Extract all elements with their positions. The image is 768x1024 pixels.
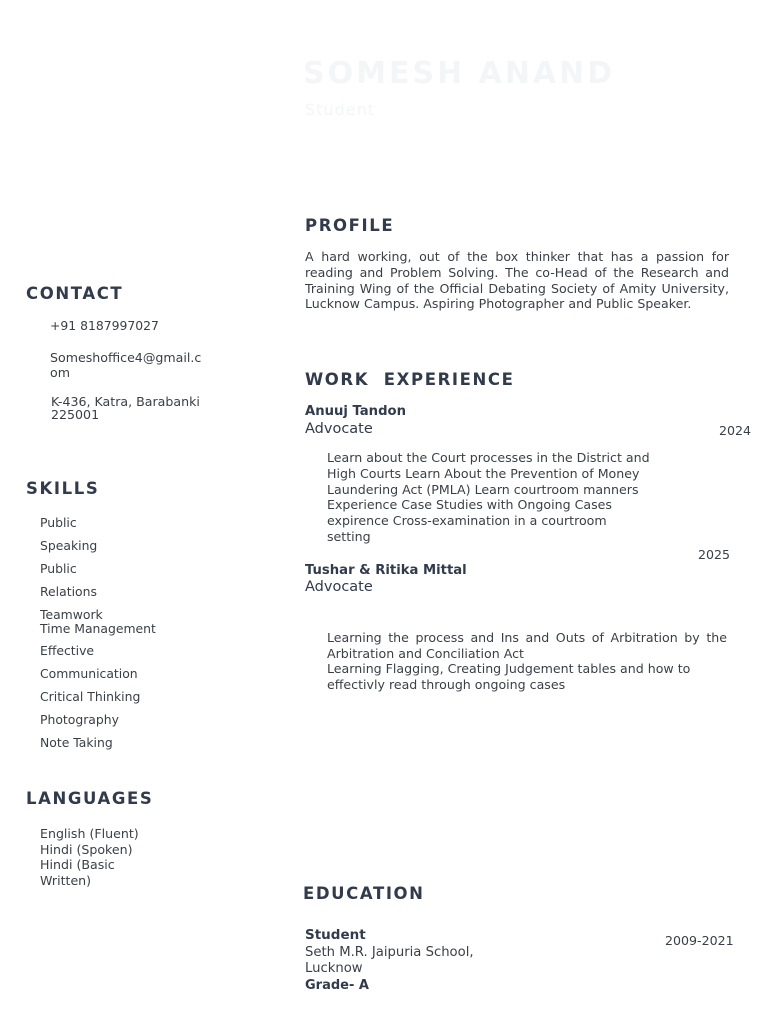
- skill-item: Public: [40, 561, 77, 576]
- job-description-para: Learning the process and Ins and Outs of Arbitration by the Arbitration and Conciliation Act: [327, 630, 727, 661]
- contact-heading: CONTACT: [26, 284, 124, 303]
- contact-email-line: Someshoffice4@gmail.c: [50, 350, 202, 365]
- job-description-line: Learn about the Court processes in the District and: [327, 450, 650, 465]
- contact-address-line: 225001: [51, 406, 100, 422]
- education-heading: EDUCATION: [303, 884, 425, 903]
- skill-item: Public: [40, 515, 77, 530]
- languages-list: [40, 826, 139, 888]
- education-school: [305, 945, 474, 976]
- job-description-line: effectivly read through ongoing cases: [327, 676, 566, 692]
- candidate-name: SOMESH ANAND: [303, 56, 616, 91]
- job-employer: Tushar & Ritika Mittal: [305, 563, 467, 578]
- education-degree: Student: [305, 927, 366, 943]
- contact-email-line: om: [50, 365, 70, 380]
- skill-item: Critical Thinking: [40, 689, 141, 704]
- job-description-line: expirence Cross-examination in a courtroom: [327, 513, 607, 529]
- education-years: 2009-2021: [665, 933, 734, 948]
- skill-item: Time Management: [40, 621, 156, 636]
- skill-item: Note Taking: [40, 735, 113, 750]
- languages-heading: LANGUAGES: [26, 789, 154, 808]
- language-item: English (Fluent): [40, 826, 139, 841]
- job-description: [327, 661, 690, 693]
- profile-text: A hard working, out of the box thinker that has a passion for reading and Problem Solving. The co-Head of the Research and Training Wing of the Official Debating Society of Amity University, Lucknow Campus. Aspiring Photographer and Public Speaker.: [305, 249, 729, 312]
- job-description-line: setting: [327, 528, 371, 544]
- skill-item: Relations: [40, 584, 97, 599]
- skill-item: Teamwork: [40, 607, 103, 622]
- contact-email: [50, 350, 201, 380]
- language-item: Hindi (Spoken): [40, 841, 133, 857]
- contact-address-line: K-436, Katra, Barabanki: [51, 394, 200, 409]
- job-year: 2025: [698, 547, 731, 562]
- job-year: 2024: [719, 423, 752, 438]
- contact-phone: +91 8187997027: [50, 318, 159, 333]
- language-item: Hindi (Basic: [40, 857, 115, 872]
- job-role: Advocate: [305, 421, 373, 437]
- job-description-line: Laundering Act (PMLA) Learn courtroom manners: [327, 481, 639, 497]
- language-item: Written): [40, 872, 92, 888]
- contact-address: [51, 396, 200, 421]
- skill-item: Communication: [40, 666, 138, 681]
- job-description-line: Experience Case Studies with Ongoing Cases: [327, 497, 612, 513]
- skill-item: Speaking: [40, 538, 98, 553]
- skill-item: Photography: [40, 712, 119, 727]
- education-school-line: Seth M.R. Jaipuria School,: [305, 945, 474, 960]
- skill-item: Effective: [40, 643, 95, 658]
- job-description-line: Learning Flagging, Creating Judgement tables and how to: [327, 661, 691, 676]
- candidate-title: Student: [305, 100, 375, 119]
- job-role: Advocate: [305, 579, 373, 595]
- skills-heading: SKILLS: [26, 479, 100, 498]
- education-school-line: Lucknow: [305, 960, 363, 976]
- work-heading: WORK EXPERIENCE: [305, 370, 515, 389]
- job-employer: Anuuj Tandon: [305, 404, 406, 419]
- job-description: [327, 450, 650, 545]
- education-grade: Grade- A: [305, 978, 369, 993]
- profile-heading: PROFILE: [305, 216, 395, 235]
- job-description-line: High Courts Learn About the Prevention of Money: [327, 465, 640, 481]
